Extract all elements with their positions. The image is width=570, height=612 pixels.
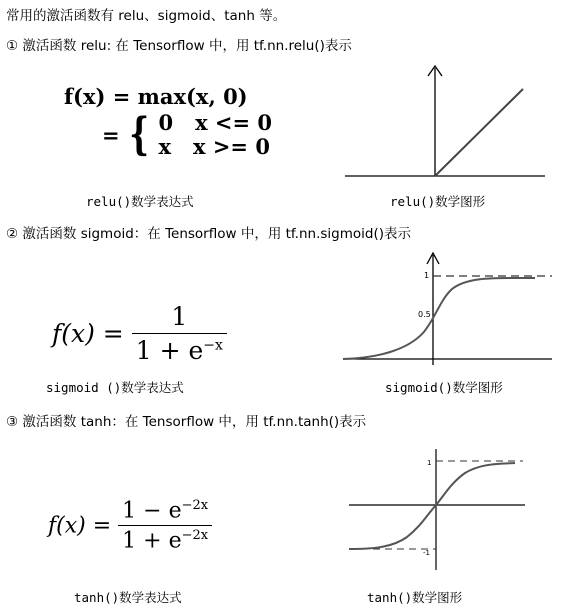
sigmoid-formula-caption: sigmoid ()数学表达式 [46,380,184,395]
relu-formula-eq: = [102,122,120,148]
tanh-num-base: 1 − e [122,498,182,524]
tanh-formula-caption: tanh()数学表达式 [74,590,182,605]
section-heading-text: 激活函数 relu: 在 Tensorflow 中，用 tf.nn.relu()表示 [22,38,352,54]
section-heading-sigmoid [6,222,411,242]
relu-curve [435,89,523,176]
section-marker: ② [6,226,19,242]
section-marker: ③ [6,414,19,430]
relu-formula [64,84,272,159]
section-marker: ① [6,38,19,54]
tanh-denominator [118,525,212,553]
relu-formula-caption: relu()数学表达式 [86,194,194,209]
sigmoid-den-exp: −x [203,337,223,354]
tanh-graph-caption: tanh()数学图形 [367,590,463,605]
tanh-numerator [118,498,212,525]
intro-text: 常用的激活函数有 relu、sigmoid、tanh 等。 [6,8,287,24]
relu-case-2: x x >= 0 [158,134,270,160]
section-heading-tanh [6,410,366,430]
tanh-den-base: 1 + e [122,528,182,554]
sigmoid-den-base: 1 + e [135,336,204,365]
tanh-formula [48,498,212,554]
tanh-graph [345,445,530,575]
tanh-formula-lhs: f(x) = [48,513,112,539]
tanh-num-exp: −2x [181,498,209,513]
section-heading-text: 激活函数 tanh：在 Tensorflow 中，用 tf.nn.tanh()表示 [22,414,367,430]
sigmoid-fraction [132,302,227,365]
relu-case-1: 0 x <= 0 [158,110,273,135]
sigmoid-numerator: 1 [171,302,188,331]
sigmoid-graph-caption: sigmoid()数学图形 [385,380,503,395]
relu-formula-lhs: f(x) = max(x, 0) [64,84,248,109]
section-heading-text: 激活函数 sigmoid：在 Tensorflow 中，用 tf.nn.sigmoid()表示 [22,226,411,242]
sigmoid-label-1: 1 [424,271,430,280]
relu-graph-caption: relu()数学图形 [390,194,486,209]
sigmoid-label-half: 0.5 [418,310,431,319]
tanh-den-exp: −2x [181,528,209,544]
sigmoid-denominator [132,333,227,365]
tanh-label-1: 1 [427,459,432,467]
brace-symbol: { [129,109,149,161]
sigmoid-curve [343,278,535,359]
relu-graph [340,60,550,182]
tanh-fraction [118,498,212,554]
sigmoid-graph [340,245,555,370]
sigmoid-formula [52,302,227,365]
sigmoid-formula-lhs: f(x) = [52,319,124,348]
tanh-curve [349,463,515,549]
section-heading-relu [6,34,352,54]
tanh-label-neg1: -1 [423,549,430,557]
